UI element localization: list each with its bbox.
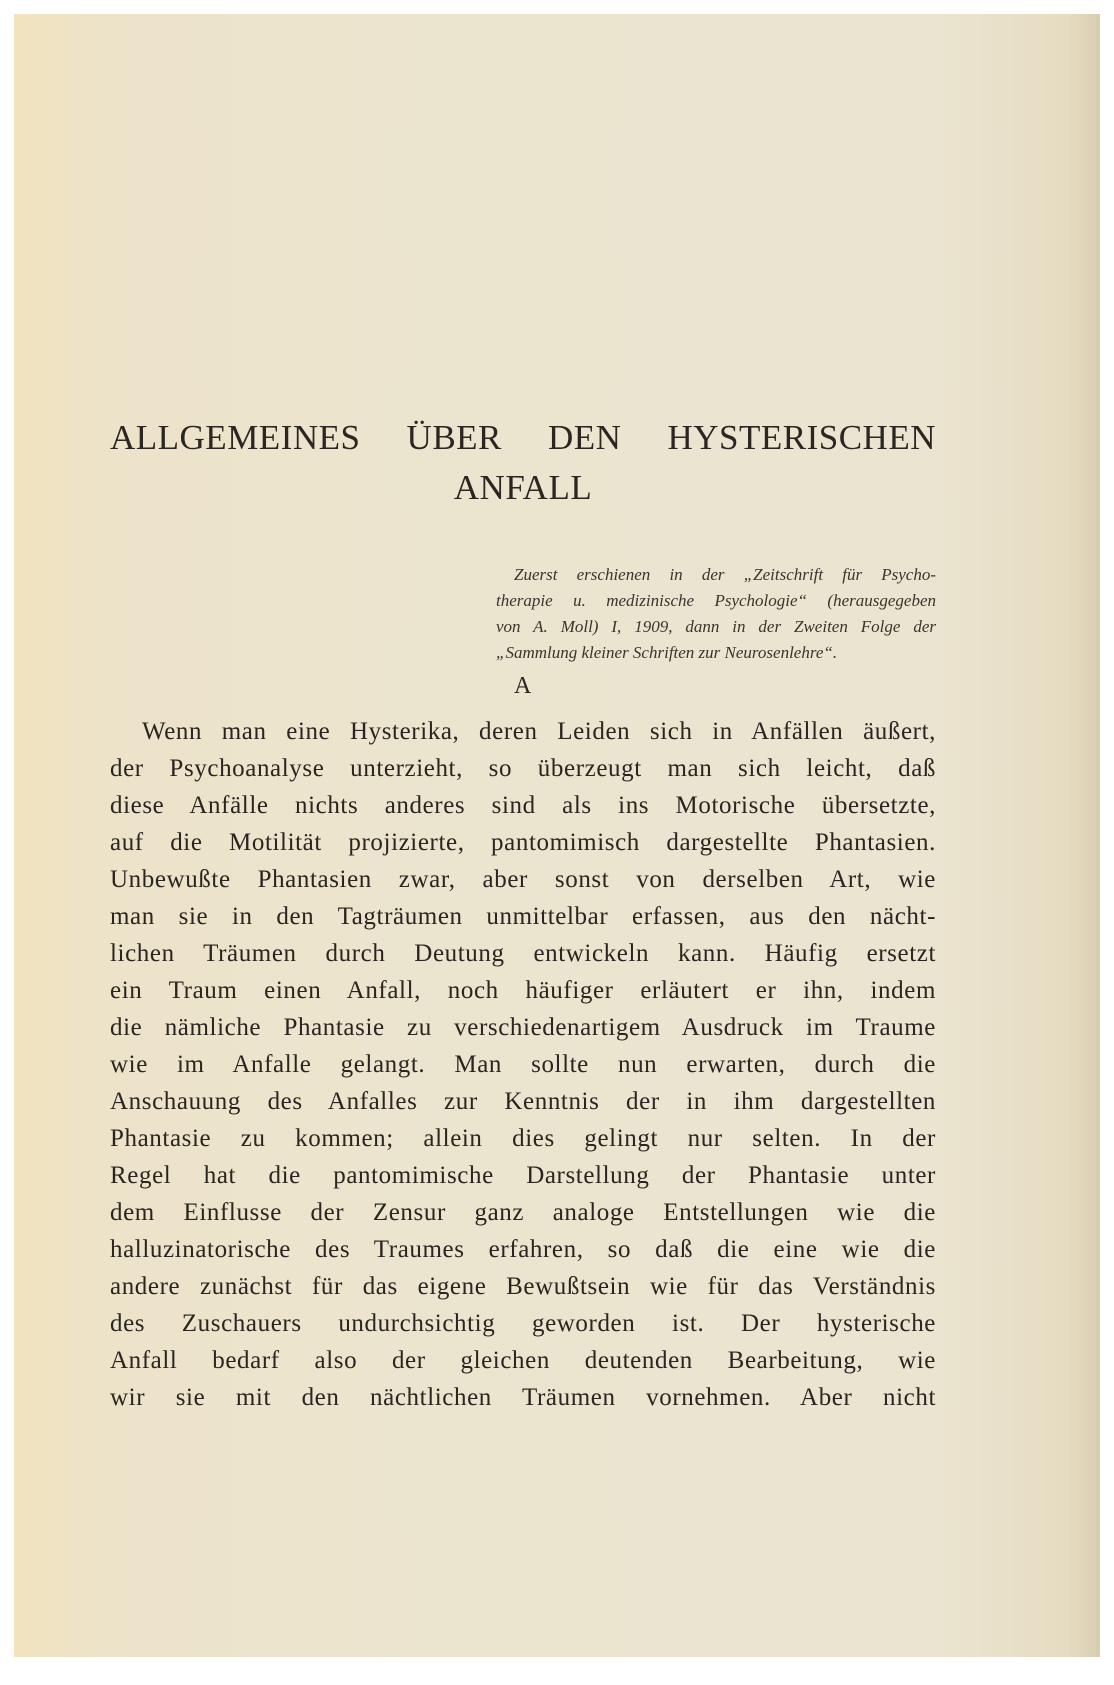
- body-line: halluzinatorische des Traumes erfahren, so daß die eine wie die: [110, 1236, 936, 1263]
- body-line: andere zunächst für das eigene Bewußtsein wie für das Verständnis: [110, 1273, 936, 1300]
- body-line: diese Anfälle nichts anderes sind als ins Motorische übersetzte,: [110, 792, 936, 819]
- body-line: man sie in den Tagträumen unmittelbar erfassen, aus den nächt-: [110, 903, 936, 930]
- note-line: „Sammlung kleiner Schriften zur Neurosenlehre“.: [496, 643, 838, 662]
- book-page: [14, 14, 1100, 1657]
- body-line: Regel hat die pantomimische Darstellung der Phantasie unter: [110, 1162, 936, 1189]
- body-line: die nämliche Phantasie zu verschiedenartigem Ausdruck im Traume: [110, 1014, 936, 1041]
- body-line: wir sie mit den nächtlichen Träumen vornehmen. Aber nicht: [110, 1384, 936, 1411]
- note-line: von A. Moll) I, 1909, dann in der Zweiten Folge der: [496, 617, 936, 636]
- body-line: Anfall bedarf also der gleichen deutenden Bearbeitung, wie: [110, 1347, 936, 1374]
- body-line: Wenn man eine Hysterika, deren Leiden sich in Anfällen äußert,: [142, 718, 936, 745]
- chapter-title-line-2: ANFALL: [453, 468, 593, 507]
- note-line: therapie u. medizinische Psychologie“ (herausgegeben: [496, 591, 936, 610]
- body-line: wie im Anfalle gelangt. Man sollte nun erwarten, durch die: [110, 1051, 936, 1078]
- body-line: der Psychoanalyse unterzieht, so überzeugt man sich leicht, daß: [110, 755, 936, 782]
- body-line: lichen Träumen durch Deutung entwickeln kann. Häufig ersetzt: [110, 940, 936, 967]
- body-line: des Zuschauers undurchsichtig geworden ist. Der hysterische: [110, 1310, 936, 1337]
- note-line: Zuerst erschienen in der „Zeitschrift für Psycho-: [514, 565, 936, 584]
- body-line: auf die Motilität projizierte, pantomimisch dargestellte Phantasien.: [110, 829, 936, 856]
- body-line: ein Traum einen Anfall, noch häufiger erläutert er ihn, indem: [110, 977, 936, 1004]
- body-line: dem Einflusse der Zensur ganz analoge Entstellungen wie die: [110, 1199, 936, 1226]
- chapter-title-line-1: ALLGEMEINES ÜBER DEN HYSTERISCHEN: [110, 418, 936, 457]
- body-line: Unbewußte Phantasien zwar, aber sonst von derselben Art, wie: [110, 866, 936, 893]
- section-letter: A: [514, 673, 532, 699]
- body-line: Anschauung des Anfalles zur Kenntnis der in ihm dargestellten: [110, 1088, 936, 1115]
- body-line: Phantasie zu kommen; allein dies gelingt nur selten. In der: [110, 1125, 936, 1152]
